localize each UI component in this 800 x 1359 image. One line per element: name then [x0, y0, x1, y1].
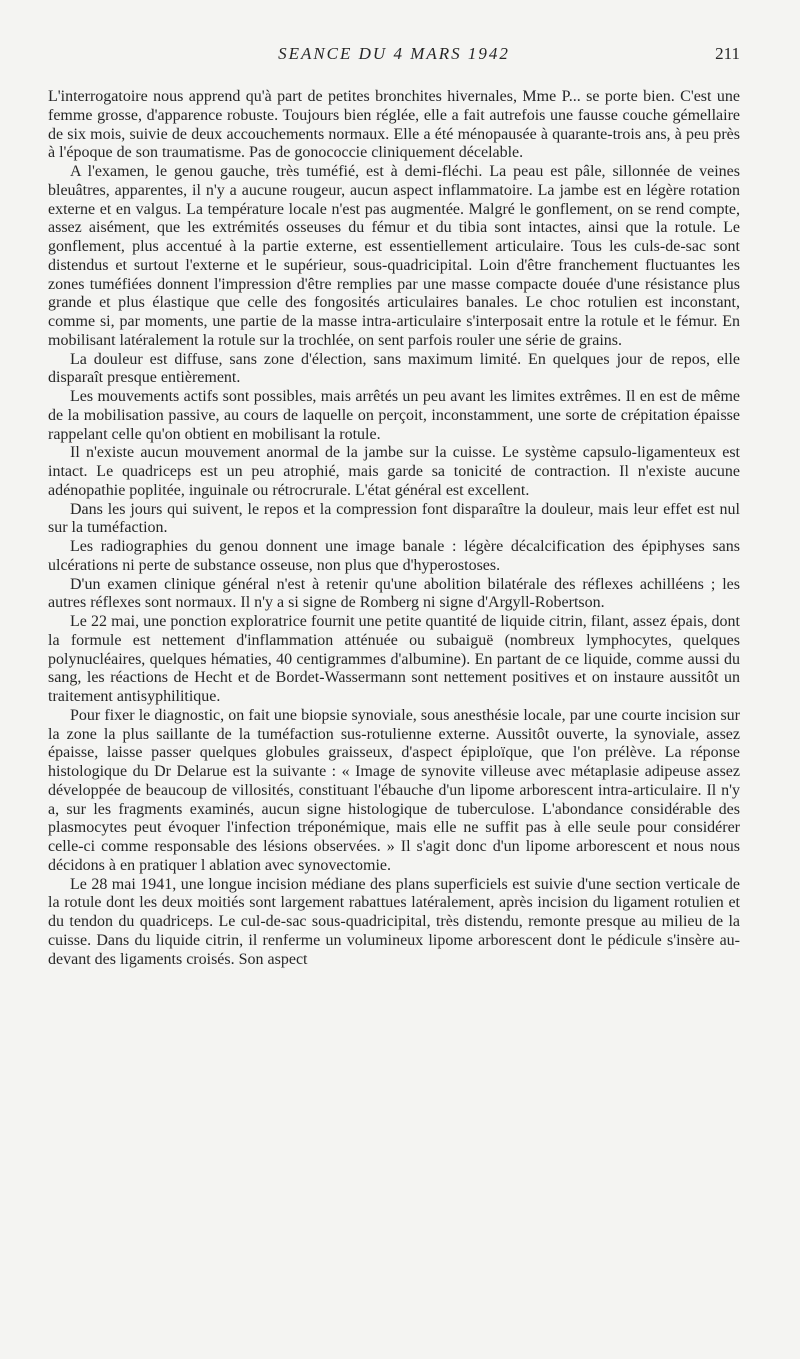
- page-number: 211: [715, 44, 740, 63]
- paragraph: Le 28 mai 1941, une longue incision médiane des plans superficiels est suivie d'une section verticale de la rotule dont les deux moitiés sont largement rabattues latéralement, après incision du ligament rotulien et du tendon du quadriceps. Le cul-de-sac sous-quadricipital, très distendu, remonte presque au milieu de la cuisse. Dans du liquide citrin, il renferme un volumineux lipome arborescent dont le pédicule s'insère au-devant des ligaments croisés. Son aspect: [48, 875, 740, 968]
- page-header: [48, 44, 740, 66]
- paragraph: Il n'existe aucun mouvement anormal de la jambe sur la cuisse. Le système capsulo-ligamenteux est intact. Le quadriceps est un peu atrophié, mais garde sa tonicité de contraction. Il n'existe aucune adénopathie poplitée, inguinale ou rétrocrurale. L'état général est excellent.: [48, 444, 740, 499]
- paragraph: La douleur est diffuse, sans zone d'élection, sans maximum limité. En quelques jour de repos, elle disparaît presque entièrement.: [48, 350, 740, 387]
- paragraph: L'interrogatoire nous apprend qu'à part de petites bronchites hivernales, Mme P... se porte bien. C'est une femme grosse, d'apparence robuste. Toujours bien réglée, elle a fait autrefois une fausse couche gémellaire de six mois, suivie de deux accouchements normaux. Elle a été ménopausée à quarante-trois ans, à peu près à l'époque de son traumatisme. Pas de gonococcie cliniquement décelable.: [48, 88, 740, 162]
- paragraph: Les radiographies du genou donnent une image banale : légère décalcification des épiphyses sans ulcérations ni perte de substance osseuse, non plus que d'hyperostoses.: [48, 538, 740, 574]
- paragraph: Pour fixer le diagnostic, on fait une biopsie synoviale, sous anesthésie locale, par une courte incision sur la zone la plus saillante de la tuméfaction sus-rotulienne externe. Aussitôt ouverte, la synoviale, assez épaisse, laisse passer quelques globules graisseux, d'aspect épiploïque, que l'on prélève. La réponse histologique du Dr Delarue est la suivante : « Image de synovite villeuse avec métaplasie adipeuse assez développée de beaucoup de villosités, constituant l'ébauche d'un lipome arborescent intra-articulaire. Il n'y a, sur les fragments examinés, aucun signe histologique de tuberculose. L'abondance considérable des plasmocytes peut évoquer l'infection tréponémique, mais elle ne suffit pas à elle seule pour considérer celle-ci comme responsable des lésions observées. » Il s'agit donc d'un lipome arborescent et nous nous décidons à en pratiquer l ablation avec synovectomie.: [48, 706, 740, 874]
- running-title: SEANCE DU 4 MARS 1942: [278, 44, 510, 63]
- paragraph: Les mouvements actifs sont possibles, mais arrêtés un peu avant les limites extrêmes. Il en est de même de la mobilisation passive, au cours de laquelle on perçoit, inconstamment, une sorte de crépitation épaisse rappelant celle qu'on obtient en mobilisant la rotule.: [48, 388, 740, 443]
- paragraph: Dans les jours qui suivent, le repos et la compression font disparaître la douleur, mais leur effet est nul sur la tuméfaction.: [48, 500, 740, 537]
- paragraph: D'un examen clinique général n'est à retenir qu'une abolition bilatérale des réflexes achilléens ; les autres réflexes sont normaux. Il n'y a si signe de Romberg ni signe d'Argyll-Robertson.: [48, 575, 740, 612]
- paragraph: A l'examen, le genou gauche, très tuméfié, est à demi-fléchi. La peau est pâle, sillonnée de veines bleuâtres, apparentes, il n'y a aucune rougeur, aucun aspect inflammatoire. La jambe est en légère rotation externe et en valgus. La température locale n'est pas augmentée. Malgré le gonflement, on se rend compte, assez aisément, que les extrémités osseuses du fémur et du tibia sont intactes, ainsi que la rotule. Le gonflement, plus accentué à la partie externe, est essentiellement articulaire. Tous les culs-de-sac sont distendus et surtout l'externe et le supérieur, sous-quadricipital. Loin d'être franchement fluctuantes les zones tuméfiées donnent l'impression d'être remplies par une masse compacte douée d'une résistance plus grande et plus élastique que celle des fongosités articulaires banales. Le choc rotulien est inconstant, comme si, par moments, une partie de la masse intra-articulaire s'interposait entre la rotule et le fémur. En mobilisant latéralement la rotule sur la trochlée, on sent parfois rouler une série de grains.: [48, 163, 740, 349]
- paragraph: Le 22 mai, une ponction exploratrice fournit une petite quantité de liquide citrin, filant, assez épais, dont la formule est nettement d'inflammation atténuée ou subaiguë (nombreux lymphocytes, quelques polynucléaires, quelques hématies, 40 centigrammes d'albumine). En partant de ce liquide, comme aussi du sang, les réactions de Hecht et de Bordet-Wassermann sont nettement positives et on instaure aussitôt un traitement antisyphilitique.: [48, 613, 740, 705]
- body-text: [48, 88, 740, 969]
